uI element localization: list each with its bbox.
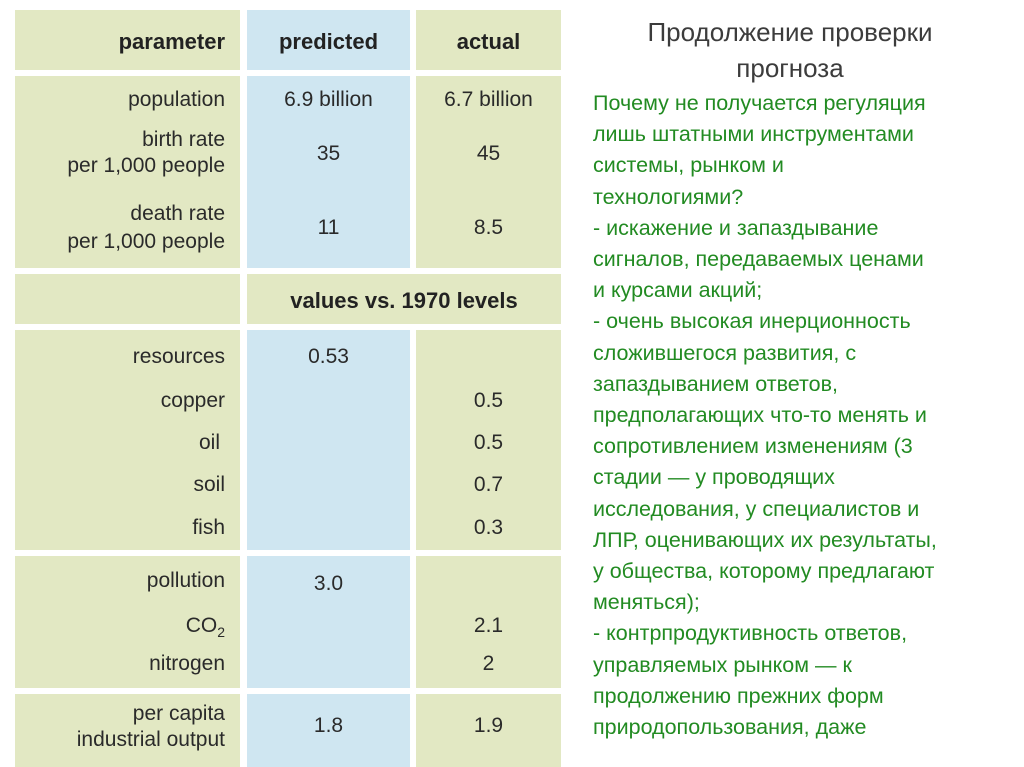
section-header: values vs. 1970 levels	[290, 288, 518, 313]
predicted-value: 35	[316, 142, 341, 165]
row-label: pollution	[146, 569, 225, 592]
actual-value: 1.9	[473, 714, 504, 737]
row-label: soil	[193, 473, 225, 496]
actual-value: 0.7	[473, 473, 504, 496]
actual-value: 0.5	[473, 431, 504, 454]
actual-value: 0.5	[473, 389, 504, 412]
row-label: death rate	[130, 202, 225, 225]
actual-value: 45	[476, 142, 501, 165]
row-label: industrial output	[76, 728, 225, 751]
predicted-value: 0.53	[308, 345, 349, 368]
co2-label: CO	[185, 614, 218, 637]
header-predicted: predicted	[278, 29, 379, 54]
predicted-value: 6.9 billion	[284, 88, 373, 111]
predicted-value: 11	[317, 216, 340, 239]
predicted-value: 1.8	[313, 714, 344, 737]
actual-value: 2.1	[473, 614, 504, 637]
row-label: birth rate	[142, 128, 225, 151]
actual-value: 2	[482, 652, 495, 675]
row-label: nitrogen	[149, 652, 225, 675]
actual-value: 8.5	[473, 216, 504, 239]
slide-body: Почему не получается регуляция лишь штатными инструментами системы, рынком и технологиями? - искажение и запаздывание сигналов, передаваемых ценами и курсами акций; - очень высокая инерционность сложившегося развития, с запаздыванием ответов, предполагающих что-то менять и сопротивлением изменениям (3 стадии — у проводящих исследования, у специалистов и ЛПР, оценивающих их результаты, у общества, которому предлагают меняться); - контрпродуктивность ответов, управляемых рынком — к продолжению прежних форм природопользования, даже	[593, 91, 937, 740]
row-label: fish	[192, 516, 225, 539]
row-label: per 1,000 people	[67, 230, 225, 253]
cell-bg	[15, 274, 240, 324]
row-label: resources	[132, 345, 225, 368]
row-label: per 1,000 people	[67, 154, 225, 177]
row-label: oil	[198, 431, 220, 454]
actual-value: 6.7 billion	[444, 88, 533, 111]
co2-subscript: 2	[217, 624, 225, 640]
predicted-value: 3.0	[313, 572, 344, 595]
row-label: copper	[160, 389, 225, 412]
header-parameter: parameter	[118, 29, 225, 54]
actual-value: 0.3	[473, 516, 504, 539]
header-actual: actual	[456, 29, 521, 54]
slide-title: Продолжение проверки прогноза	[647, 17, 933, 83]
row-label: per capita	[132, 702, 225, 725]
row-label: population	[128, 88, 225, 111]
row-label-co2	[186, 612, 225, 646]
